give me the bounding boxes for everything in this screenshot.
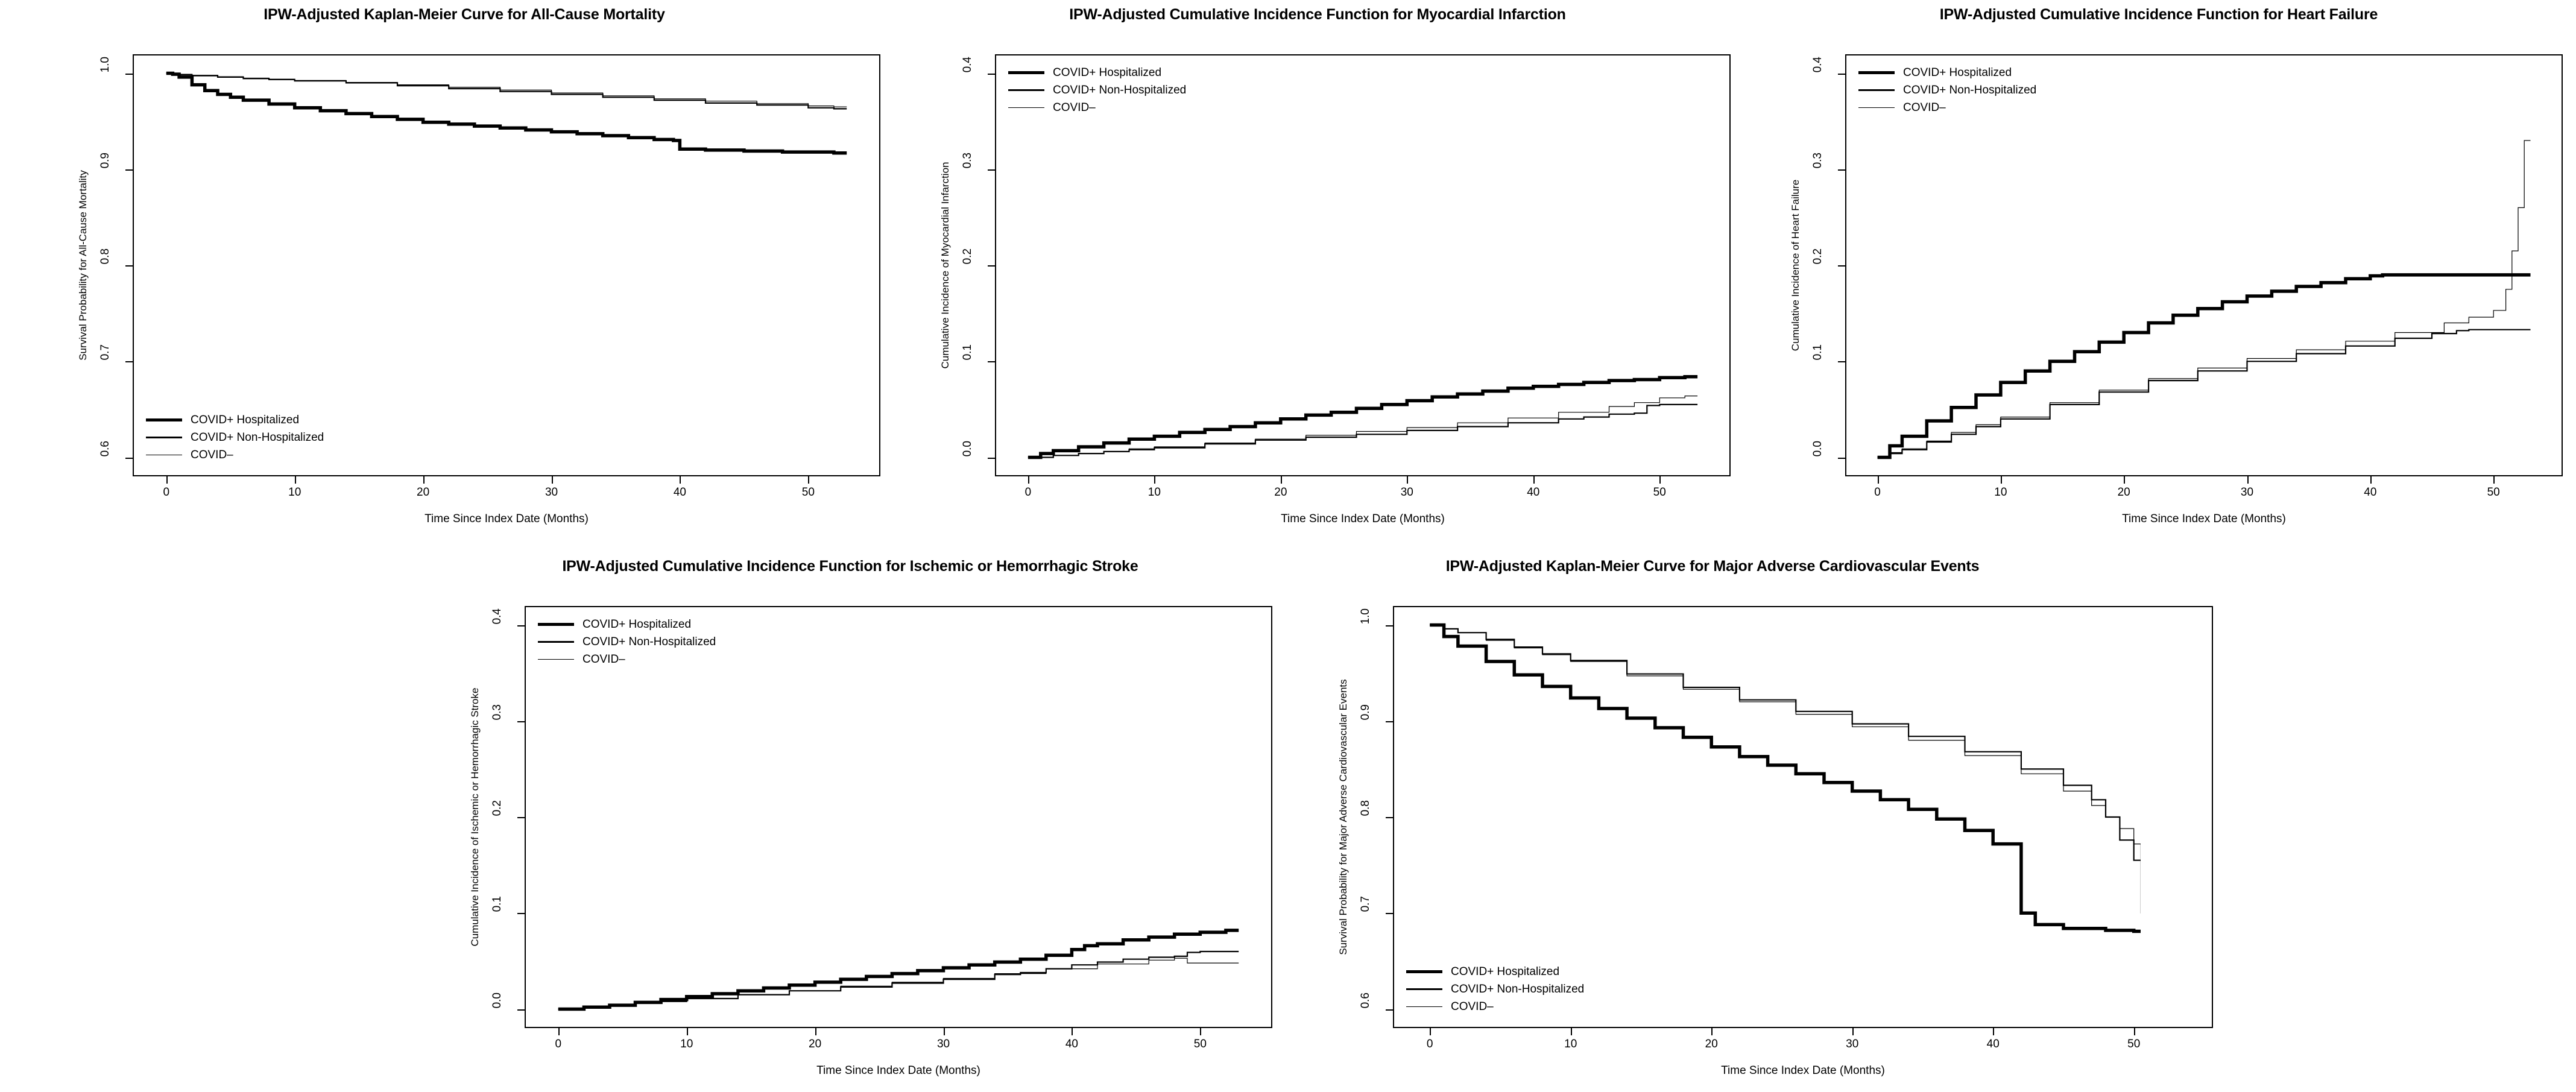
y-axis-label: Cumulative Incidence of Heart Failure — [1790, 179, 1801, 352]
y-tick-mark — [1386, 1009, 1393, 1011]
legend-label: COVID– — [191, 448, 233, 461]
chart-legend — [1406, 963, 1584, 1015]
y-tick-mark — [517, 817, 525, 818]
x-tick-mark — [423, 476, 425, 484]
chart-legend — [146, 411, 324, 464]
legend-item — [1858, 99, 2036, 116]
series-line — [1430, 625, 2141, 933]
x-tick-mark — [2493, 476, 2495, 484]
chart-panel-myocardial-infarction — [898, 6, 1737, 537]
y-tick-label: 1.0 — [99, 56, 112, 72]
x-tick-label: 40 — [2364, 486, 2377, 499]
y-tick-label: 0.8 — [99, 248, 112, 265]
series-line — [1430, 625, 2141, 925]
legend-item — [1406, 980, 1584, 998]
y-tick-mark — [1838, 458, 1845, 459]
legend-label: COVID+ Hospitalized — [1903, 66, 2012, 79]
legend-line-swatch — [1406, 1006, 1442, 1007]
y-tick-mark — [988, 169, 995, 171]
y-tick-mark — [517, 721, 525, 722]
chart-legend — [538, 616, 716, 668]
x-tick-mark — [1407, 476, 1408, 484]
y-tick-mark — [988, 361, 995, 362]
y-tick-label: 0.2 — [961, 248, 974, 265]
chart-legend — [1858, 64, 2036, 116]
y-tick-label: 0.1 — [1811, 344, 1824, 361]
legend-item — [1008, 64, 1186, 81]
x-axis-label: Time Since Index Date (Months) — [2122, 513, 2286, 525]
x-tick-mark — [166, 476, 168, 484]
y-tick-mark — [1386, 817, 1393, 818]
x-tick-mark — [1533, 476, 1535, 484]
x-tick-mark — [552, 476, 553, 484]
x-tick-mark — [944, 1028, 945, 1035]
x-tick-label: 30 — [1846, 1038, 1859, 1050]
legend-item — [1406, 963, 1584, 980]
x-tick-mark — [815, 1028, 816, 1035]
y-tick-label: 0.4 — [491, 608, 504, 624]
x-tick-mark — [1028, 476, 1029, 484]
legend-item — [538, 633, 716, 651]
y-tick-mark — [1386, 913, 1393, 914]
legend-label: COVID– — [1903, 101, 1946, 114]
y-tick-mark — [1838, 169, 1845, 171]
legend-line-swatch — [1406, 988, 1442, 989]
y-tick-mark — [988, 74, 995, 75]
y-tick-mark — [988, 265, 995, 267]
x-tick-label: 20 — [1274, 486, 1287, 499]
chart-title: IPW-Adjusted Cumulative Incidence Function for Myocardial Infarction — [1069, 6, 1566, 23]
chart-panel-heart-failure — [1749, 6, 2569, 537]
x-tick-label: 20 — [1705, 1038, 1718, 1050]
y-tick-mark — [517, 1009, 525, 1011]
x-tick-label: 30 — [1400, 486, 1413, 499]
y-tick-mark — [988, 458, 995, 459]
x-axis-label: Time Since Index Date (Months) — [1721, 1064, 1885, 1077]
x-tick-mark — [687, 1028, 688, 1035]
x-axis-label: Time Since Index Date (Months) — [425, 513, 589, 525]
y-tick-label: 0.2 — [491, 800, 504, 816]
legend-item — [1008, 81, 1186, 99]
legend-label: COVID– — [1053, 101, 1096, 114]
x-tick-mark — [295, 476, 296, 484]
legend-label: COVID+ Non-Hospitalized — [1053, 83, 1187, 96]
legend-line-swatch — [146, 418, 182, 422]
y-tick-label: 0.7 — [99, 344, 112, 361]
x-tick-mark — [1993, 1028, 1994, 1035]
x-tick-label: 40 — [1065, 1038, 1078, 1050]
y-tick-label: 0.1 — [491, 896, 504, 912]
x-tick-label: 10 — [1564, 1038, 1577, 1050]
legend-item — [1008, 99, 1186, 116]
y-tick-mark — [125, 458, 133, 459]
y-tick-label: 0.3 — [1811, 152, 1824, 169]
legend-label: COVID+ Non-Hospitalized — [582, 635, 716, 648]
legend-line-swatch — [1008, 107, 1044, 108]
x-axis-label: Time Since Index Date (Months) — [816, 1064, 980, 1077]
x-tick-label: 0 — [1024, 486, 1032, 499]
legend-item — [1858, 81, 2036, 99]
legend-line-swatch — [1008, 71, 1044, 75]
chart-title: IPW-Adjusted Cumulative Incidence Function for Ischemic or Hemorrhagic Stroke — [562, 558, 1138, 575]
chart-title: IPW-Adjusted Kaplan-Meier Curve for All-Cause Mortality — [264, 6, 665, 23]
y-tick-label: 0.3 — [491, 704, 504, 721]
y-tick-mark — [1386, 625, 1393, 626]
y-tick-mark — [125, 361, 133, 362]
y-tick-label: 0.7 — [1359, 896, 1372, 912]
y-tick-mark — [517, 913, 525, 914]
y-axis-label: Cumulative Incidence of Myocardial Infarction — [939, 162, 951, 369]
y-tick-label: 0.0 — [1811, 440, 1824, 456]
x-tick-label: 0 — [163, 486, 170, 499]
x-tick-label: 40 — [1986, 1038, 2000, 1050]
x-tick-mark — [2001, 476, 2002, 484]
legend-label: COVID+ Hospitalized — [191, 413, 300, 426]
legend-item — [146, 429, 324, 446]
legend-label: COVID– — [1451, 1000, 1494, 1013]
y-tick-mark — [125, 74, 133, 75]
legend-item — [1406, 998, 1584, 1015]
x-tick-mark — [1878, 476, 1879, 484]
x-tick-mark — [808, 476, 809, 484]
chart-panel-mace — [1284, 558, 2141, 1088]
x-tick-label: 10 — [288, 486, 301, 499]
x-tick-label: 20 — [417, 486, 430, 499]
y-tick-label: 0.3 — [961, 152, 974, 169]
x-tick-label: 30 — [2240, 486, 2254, 499]
legend-label: COVID– — [582, 652, 625, 666]
x-tick-mark — [1430, 1028, 1431, 1035]
y-tick-mark — [125, 169, 133, 171]
series-line — [1878, 140, 2531, 458]
x-tick-label: 50 — [1653, 486, 1666, 499]
legend-label: COVID+ Non-Hospitalized — [1903, 83, 2037, 96]
chart-panel-stroke — [422, 558, 1278, 1088]
x-tick-label: 50 — [2127, 1038, 2141, 1050]
legend-item — [146, 446, 324, 464]
x-tick-label: 0 — [1874, 486, 1881, 499]
y-tick-mark — [1838, 74, 1845, 75]
legend-line-swatch — [146, 437, 182, 438]
x-tick-mark — [2134, 1028, 2135, 1035]
x-tick-label: 10 — [1148, 486, 1161, 499]
x-tick-mark — [2124, 476, 2125, 484]
x-tick-mark — [1711, 1028, 1713, 1035]
y-tick-label: 0.0 — [491, 992, 504, 1008]
legend-line-swatch — [1858, 89, 1895, 90]
y-tick-label: 0.1 — [961, 344, 974, 361]
x-tick-mark — [558, 1028, 560, 1035]
chart-legend — [1008, 64, 1186, 116]
x-axis-label: Time Since Index Date (Months) — [1281, 513, 1445, 525]
y-tick-label: 0.0 — [961, 440, 974, 456]
y-tick-mark — [1838, 265, 1845, 267]
y-tick-label: 0.6 — [1359, 992, 1372, 1008]
x-tick-mark — [680, 476, 681, 484]
x-tick-label: 30 — [545, 486, 558, 499]
y-tick-label: 0.9 — [99, 152, 112, 169]
legend-label: COVID+ Hospitalized — [582, 617, 692, 631]
chart-title: IPW-Adjusted Cumulative Incidence Function for Heart Failure — [1939, 6, 2378, 23]
x-tick-mark — [1072, 1028, 1073, 1035]
legend-item — [538, 616, 716, 633]
legend-label: COVID+ Non-Hospitalized — [191, 431, 324, 444]
x-tick-label: 40 — [673, 486, 686, 499]
y-tick-label: 1.0 — [1359, 608, 1372, 624]
x-tick-label: 0 — [1426, 1038, 1433, 1050]
chart-title: IPW-Adjusted Kaplan-Meier Curve for Major Adverse Cardiovascular Events — [1445, 558, 1980, 575]
legend-item — [146, 411, 324, 429]
legend-line-swatch — [538, 641, 574, 642]
x-tick-label: 30 — [936, 1038, 950, 1050]
x-tick-mark — [1154, 476, 1155, 484]
x-tick-mark — [1200, 1028, 1201, 1035]
x-tick-mark — [1281, 476, 1282, 484]
y-tick-label: 0.6 — [99, 440, 112, 456]
legend-line-swatch — [1008, 89, 1044, 90]
legend-item — [1858, 64, 2036, 81]
x-tick-label: 0 — [555, 1038, 562, 1050]
x-tick-label: 50 — [801, 486, 815, 499]
x-tick-mark — [1659, 476, 1661, 484]
y-axis-label: Survival Probability for All-Cause Mortality — [77, 170, 89, 361]
legend-line-swatch — [538, 659, 574, 660]
y-tick-label: 0.9 — [1359, 704, 1372, 721]
y-tick-label: 0.2 — [1811, 248, 1824, 265]
x-tick-label: 10 — [680, 1038, 693, 1050]
x-tick-label: 50 — [2487, 486, 2500, 499]
y-tick-mark — [1838, 361, 1845, 362]
legend-line-swatch — [1858, 71, 1895, 75]
legend-line-swatch — [538, 623, 574, 626]
x-tick-label: 10 — [1994, 486, 2007, 499]
x-tick-label: 50 — [1193, 1038, 1207, 1050]
y-tick-mark — [1386, 721, 1393, 722]
x-tick-label: 40 — [1527, 486, 1540, 499]
y-tick-mark — [517, 625, 525, 626]
series-line — [166, 74, 847, 153]
x-tick-mark — [1852, 1028, 1854, 1035]
chart-panel-all-cause-mortality — [36, 6, 892, 537]
x-tick-label: 20 — [2117, 486, 2130, 499]
y-tick-label: 0.4 — [1811, 56, 1824, 72]
series-line — [1430, 625, 2141, 862]
y-tick-label: 0.4 — [961, 56, 974, 72]
legend-label: COVID+ Hospitalized — [1053, 66, 1162, 79]
x-tick-mark — [1571, 1028, 1572, 1035]
legend-item — [538, 651, 716, 668]
x-tick-mark — [2247, 476, 2249, 484]
series-line — [558, 930, 1239, 1009]
y-axis-label: Survival Probability for Major Adverse Cardiovascular Events — [1337, 679, 1349, 955]
legend-label: COVID+ Hospitalized — [1451, 965, 1560, 978]
y-axis-label: Cumulative Incidence of Ischemic or Hemorrhagic Stroke — [469, 687, 481, 947]
series-line — [1028, 396, 1697, 458]
x-tick-label: 20 — [809, 1038, 822, 1050]
y-tick-label: 0.8 — [1359, 800, 1372, 816]
legend-line-swatch — [1858, 107, 1895, 108]
x-tick-mark — [2370, 476, 2372, 484]
legend-line-swatch — [1406, 970, 1442, 974]
y-tick-mark — [125, 265, 133, 267]
legend-label: COVID+ Non-Hospitalized — [1451, 982, 1585, 996]
